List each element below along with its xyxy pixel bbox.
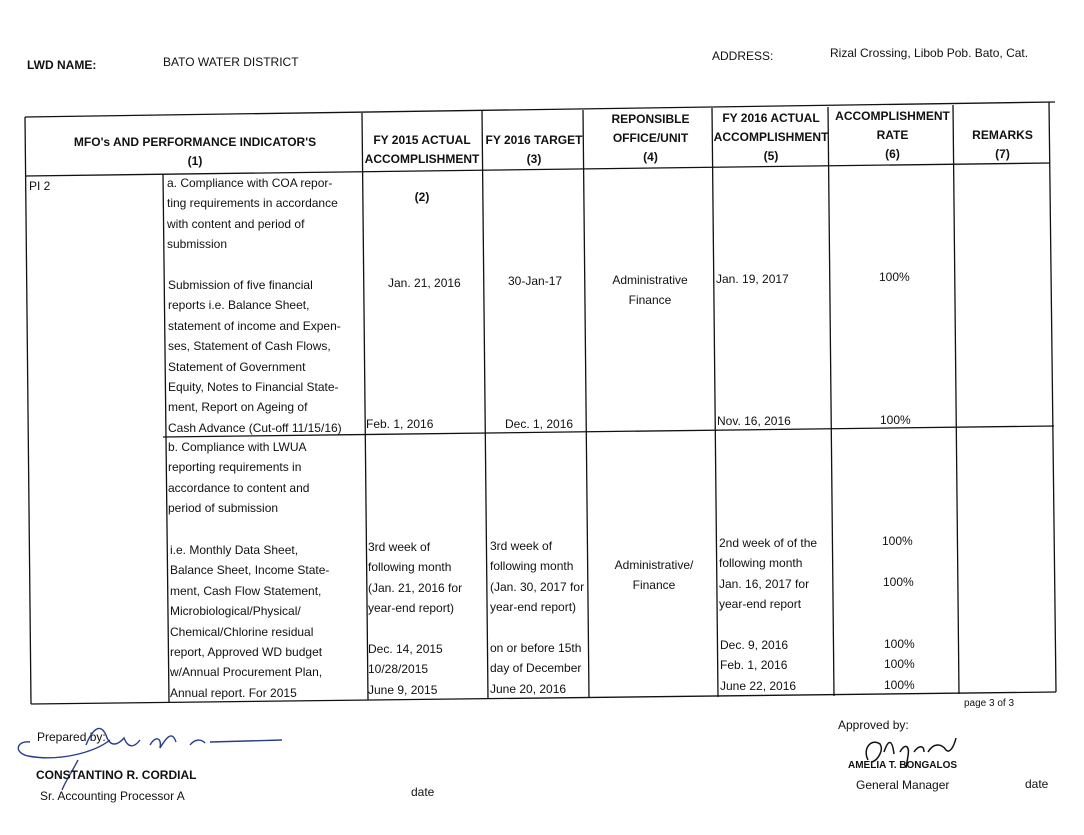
row-a-actual-2: Nov. 16, 2016	[717, 414, 791, 428]
col-4-header	[587, 110, 714, 167]
row-a-fy2015-1: Jan. 21, 2016	[388, 276, 461, 290]
address-value: Rizal Crossing, Libob Pob. Bato, Cat.	[830, 46, 1029, 60]
row-a-actual-1: Jan. 19, 2017	[716, 272, 789, 286]
col-1-num: (1)	[187, 154, 203, 168]
row-b-target-dates: on or before 15th day of December June 20, 2016	[490, 641, 582, 696]
row-a-fy2015-2: Feb. 1, 2016	[366, 417, 434, 431]
row-a-rate-1: 100%	[879, 270, 910, 284]
col-2-header	[363, 112, 481, 226]
col-6-header	[830, 107, 955, 164]
row-a-rate-2: 100%	[880, 413, 911, 427]
col-2-num: (2)	[414, 190, 430, 204]
address-label: ADDRESS:	[712, 49, 774, 63]
row-b-actual-block: 2nd week of of the following month Jan. 16, 2017 for year-end report	[719, 536, 818, 612]
row-b-description: i.e. Monthly Data Sheet, Balance Sheet, Income State- ment, Cash Flow Statement, Microbiological/Physical/ Chemical/Chlorine residual report, Approved WD budget w/Annual Procurement Plan, Annual report. For 2015	[170, 543, 330, 700]
row-b-title: b. Compliance with LWUA reporting requirements in accordance to content and period of submission	[168, 440, 310, 516]
col-5-title: FY 2016 ACTUAL ACCOMPLISHMENT	[713, 111, 829, 144]
col-1-title: MFO's AND PERFORMANCE INDICATOR'S	[73, 135, 317, 149]
date-right: date	[1025, 777, 1049, 791]
row-b-fy2015-dates: Dec. 14, 2015 10/28/2015 June 9, 2015	[368, 642, 443, 697]
col-6-title: ACCOMPLISHMENT RATE	[835, 109, 950, 142]
row-b-fy2015-block: 3rd week of following month (Jan. 21, 2016 for year-end report)	[368, 540, 463, 616]
page-label: page 3 of 3	[964, 698, 1015, 709]
col-5-num: (5)	[763, 149, 779, 163]
approved-label: Approved by:	[838, 718, 909, 732]
date-left: date	[411, 785, 435, 799]
prepared-name: CONSTANTINO R. CORDIAL	[36, 768, 197, 782]
col-3-header	[484, 131, 584, 169]
col-7-header	[955, 126, 1050, 164]
col-3-title: FY 2016 TARGET	[485, 133, 583, 147]
row-a-target-2: Dec. 1, 2016	[505, 417, 574, 431]
prepared-label: Prepared by:	[37, 730, 106, 744]
col-4-num: (4)	[643, 150, 658, 164]
col-4-title: REPONSIBLE OFFICE/UNIT	[611, 112, 690, 145]
row-b-office: Administrative/ Finance	[614, 558, 694, 593]
col-5-header	[712, 109, 830, 166]
row-b-rate-dates: 100% 100% 100%	[884, 637, 915, 692]
row-a-description: Submission of five financial reports i.e. Balance Sheet, statement of income and Expen- ses, Statement of Cash Flows, Statement of Government Equity, Notes to Financial State- ment, Report on Ageing of Cash Advance (Cut-off 11/15/16)	[168, 278, 342, 435]
row-a-title: a. Compliance with COA repor- ting requirements in accordance with content and period of submission	[167, 176, 338, 252]
prepared-title: Sr. Accounting Processor A	[40, 789, 185, 803]
row-a-office: Administrative Finance	[612, 273, 688, 308]
lwd-name-value: BATO WATER DISTRICT	[163, 55, 299, 69]
col-7-title: REMARKS	[972, 128, 1033, 142]
row-b-target-block: 3rd week of following month (Jan. 30, 2017 for year-end report)	[490, 539, 585, 615]
approved-title: General Manager	[856, 778, 950, 792]
row-a-target-1: 30-Jan-17	[508, 274, 563, 288]
row-b-rate-1: 100%	[882, 534, 913, 548]
lwd-name-label: LWD NAME:	[27, 58, 97, 72]
approved-name: AMELIA T. BONGALOS	[848, 760, 958, 771]
col-3-num: (3)	[526, 152, 542, 166]
col-6-num: (6)	[885, 147, 900, 161]
col-2-title: FY 2015 ACTUAL ACCOMPLISHMENT	[364, 133, 480, 166]
col-7-num: (7)	[995, 147, 1010, 161]
col-1-header	[30, 133, 360, 171]
row-b-rate-2: 100%	[883, 575, 914, 589]
pi-label: PI 2	[29, 179, 51, 193]
row-b-actual-dates: Dec. 9, 2016 Feb. 1, 2016 June 22, 2016	[720, 638, 797, 693]
